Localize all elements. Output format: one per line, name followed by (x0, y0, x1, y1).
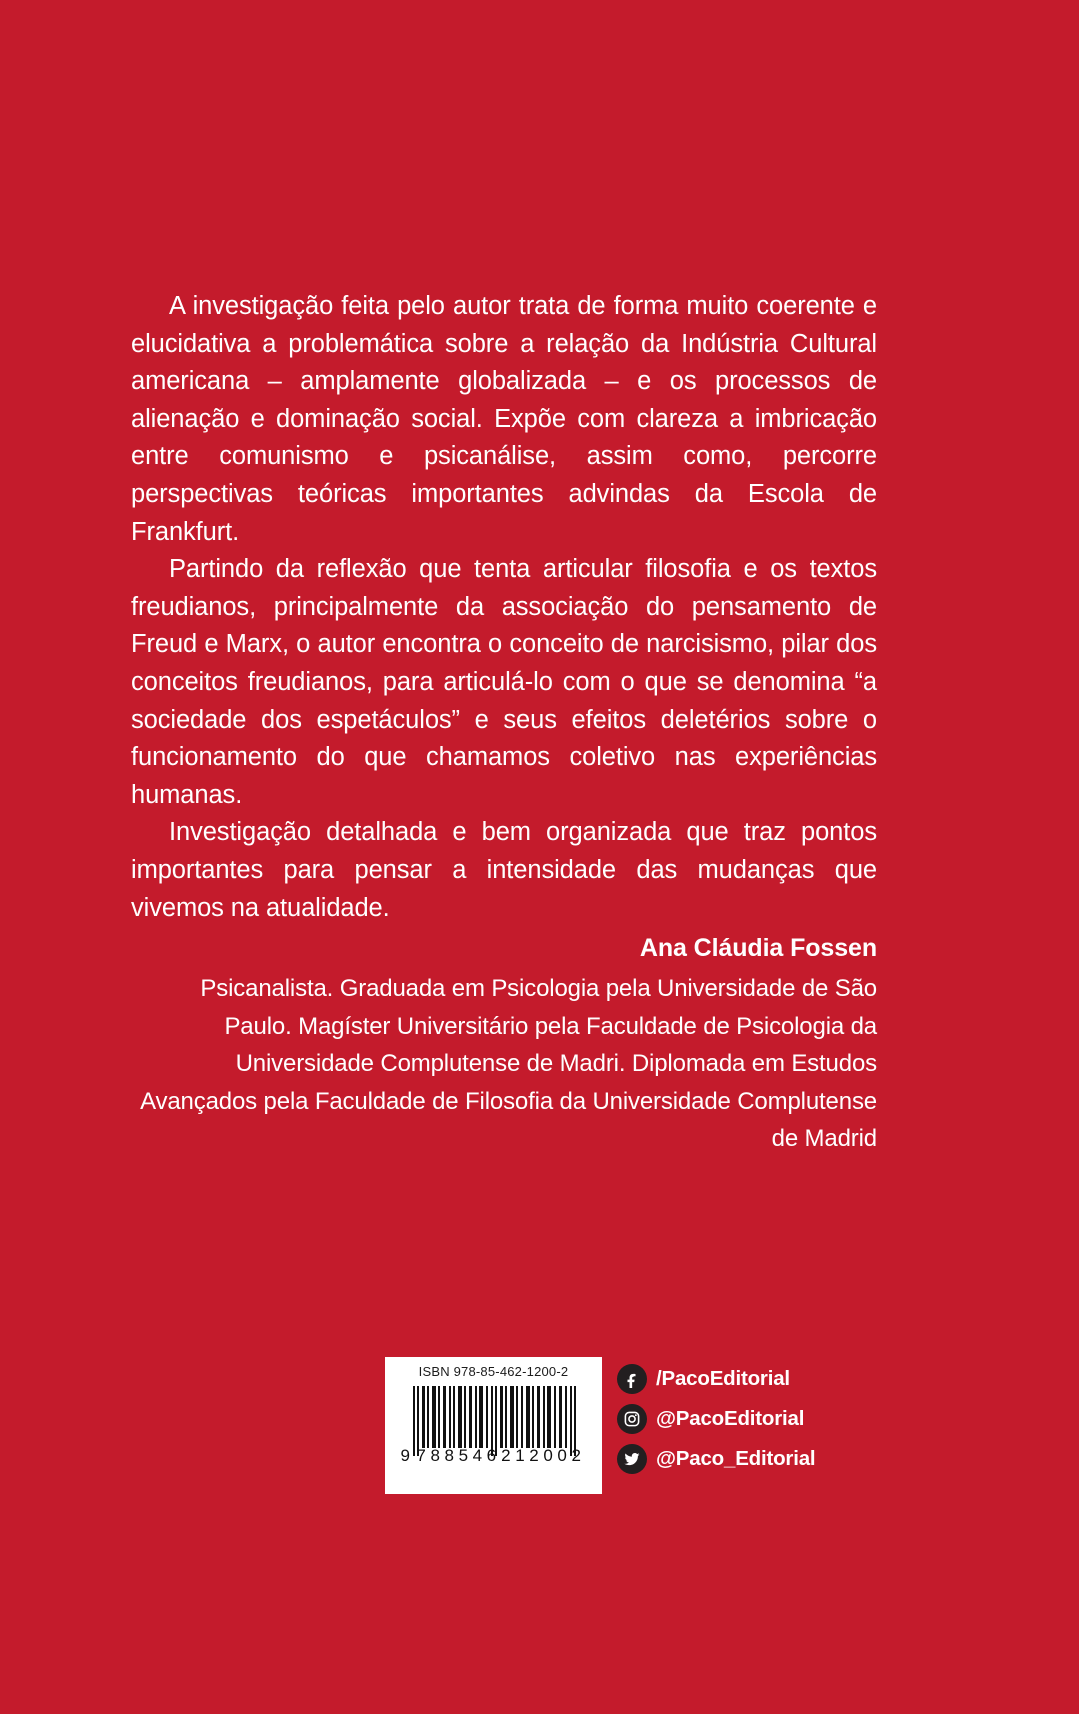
isbn-barcode-block (385, 1357, 602, 1494)
facebook-icon[interactable] (617, 1364, 647, 1394)
social-links (617, 1364, 815, 1474)
twitter-handle[interactable]: @Paco_Editorial (656, 1447, 816, 1470)
barcode (401, 1386, 587, 1464)
barcode-digits-right: 212002 (501, 1446, 586, 1465)
blurb-paragraph-2: Partindo da reflexão que tenta articular filosofia e os textos freudianos, principalmente da associação do pensamento de Freud e Marx, o autor encontra o conceito de narcisismo, pilar dos conceitos freudianos, para articulá-lo com o que se denomina “a sociedade dos espetáculos” e seus efeitos deletérios sobre o funcionamento do que chamamos coletivo nas experiências humanas. (131, 555, 877, 809)
barcode-digits-left: 788546 (416, 1446, 501, 1465)
blurb-paragraph-1: A investigação feita pelo autor trata de forma muito coerente e elucidativa a problemática sobre a relação da Indústria Cultural americana – amplamente globalizada – e os processos de alienação e dominação social. Expõe com clareza a imbricação entre comunismo e psicanálise, assim como, percorre perspectivas teóricas importantes advindas da Escola de Frankfurt. (131, 292, 877, 546)
author-name: Ana Cláudia Fossen (639, 934, 877, 962)
instagram-handle[interactable]: @PacoEditorial (656, 1407, 805, 1430)
social-link-facebook[interactable] (617, 1364, 815, 1394)
blurb-paragraph-3: Investigação detalhada e bem organizada que traz pontos importantes para pensar a intensidade das mudanças que vivemos na atualidade. (131, 818, 877, 922)
facebook-handle[interactable]: /PacoEditorial (656, 1367, 790, 1390)
social-link-twitter[interactable] (617, 1444, 815, 1474)
footer (0, 1357, 1079, 1507)
author-bio: Psicanalista. Graduada em Psicologia pela Universidade de São Paulo. Magíster Universitário pela Faculdade de Psicologia da Universidade Complutense de Madri. Diplomada em Estudos Avançados pela Faculdade de Filosofia da Universidade Complutense de Madrid (140, 975, 877, 1152)
barcode-digit-lead: 9 (400, 1446, 410, 1465)
social-link-instagram[interactable] (617, 1404, 815, 1434)
barcode-digits (401, 1446, 587, 1466)
author-block (129, 930, 877, 1158)
blurb-text (131, 288, 877, 927)
isbn-label: ISBN 978-85-462-1200-2 (418, 1364, 569, 1379)
instagram-icon[interactable] (617, 1404, 647, 1434)
twitter-icon[interactable] (617, 1444, 647, 1474)
